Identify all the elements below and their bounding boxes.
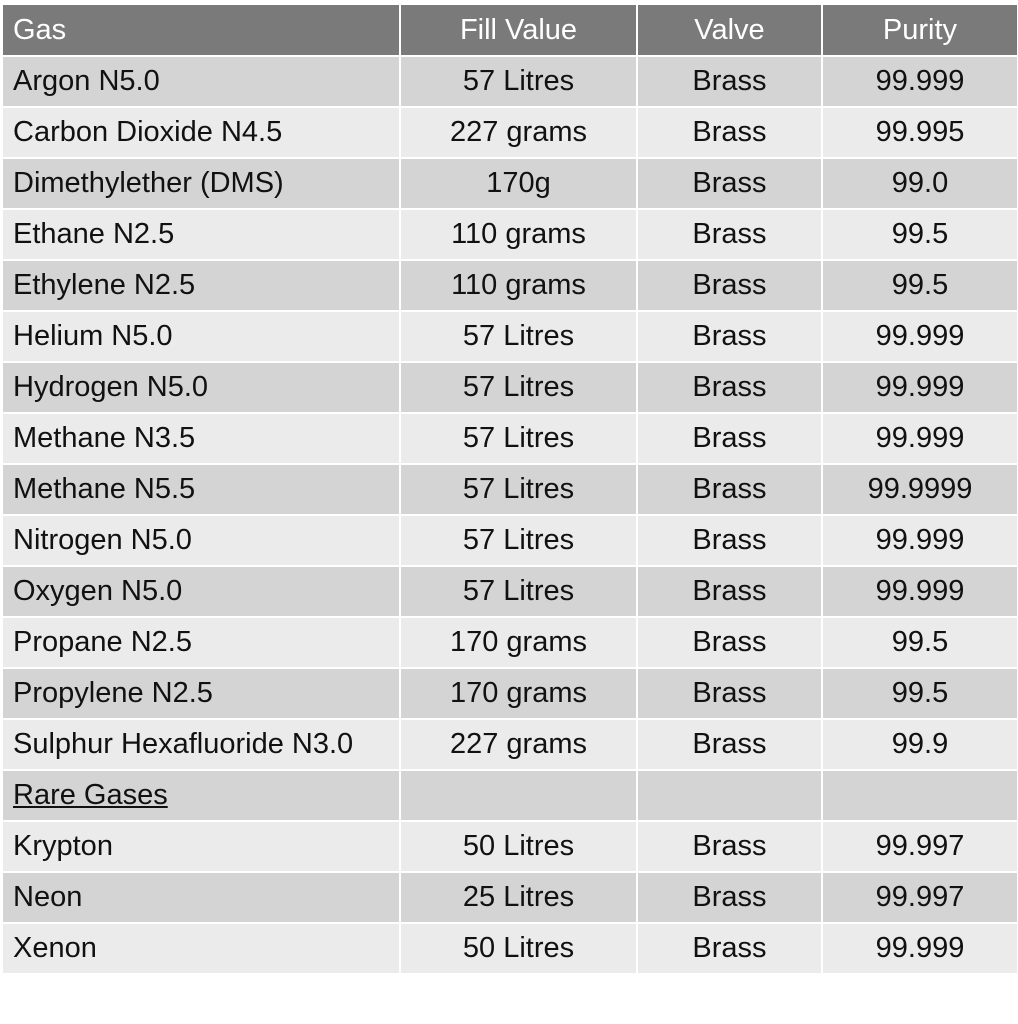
table-row [3,669,1017,720]
cell-fill-value: 57 Litres [401,312,638,363]
table-row [3,822,1017,873]
cell-valve: Brass [638,261,823,312]
cell-purity: 99.997 [823,822,1017,873]
cell-gas: Methane N3.5 [3,414,401,465]
cell-fill-value [401,771,638,822]
cell-valve: Brass [638,720,823,771]
cell-gas: Methane N5.5 [3,465,401,516]
cell-purity: 99.999 [823,924,1017,975]
cell-fill-value: 50 Litres [401,924,638,975]
table-row [3,210,1017,261]
cell-purity: 99.999 [823,516,1017,567]
table-row [3,465,1017,516]
cell-gas: Argon N5.0 [3,57,401,108]
cell-purity: 99.5 [823,618,1017,669]
cell-gas: Propane N2.5 [3,618,401,669]
cell-valve: Brass [638,108,823,159]
table-header [3,5,1017,57]
header-gas: Gas [3,5,401,57]
cell-valve: Brass [638,516,823,567]
table-row [3,261,1017,312]
table-row [3,924,1017,975]
header-row [3,5,1017,57]
gas-table [3,5,1017,975]
cell-fill-value: 57 Litres [401,465,638,516]
cell-purity: 99.5 [823,261,1017,312]
cell-purity: 99.999 [823,363,1017,414]
cell-gas: Carbon Dioxide N4.5 [3,108,401,159]
cell-purity: 99.0 [823,159,1017,210]
table-row [3,873,1017,924]
cell-gas: Nitrogen N5.0 [3,516,401,567]
section-cell [3,771,401,822]
cell-purity: 99.9999 [823,465,1017,516]
table-row [3,567,1017,618]
cell-fill-value: 110 grams [401,210,638,261]
table-row [3,363,1017,414]
cell-gas: Propylene N2.5 [3,669,401,720]
table-row [3,618,1017,669]
table-row [3,312,1017,363]
cell-gas: Ethane N2.5 [3,210,401,261]
cell-valve: Brass [638,57,823,108]
cell-valve: Brass [638,618,823,669]
cell-purity: 99.9 [823,720,1017,771]
cell-fill-value: 57 Litres [401,567,638,618]
cell-valve: Brass [638,567,823,618]
cell-valve: Brass [638,210,823,261]
cell-purity: 99.999 [823,414,1017,465]
table-row [3,159,1017,210]
cell-fill-value: 170 grams [401,618,638,669]
cell-gas: Helium N5.0 [3,312,401,363]
header-purity: Purity [823,5,1017,57]
cell-gas: Ethylene N2.5 [3,261,401,312]
cell-purity: 99.995 [823,108,1017,159]
section-label-rare-gases: Rare Gases [13,779,168,811]
cell-fill-value: 57 Litres [401,57,638,108]
cell-valve: Brass [638,465,823,516]
header-valve: Valve [638,5,823,57]
cell-valve: Brass [638,312,823,363]
cell-valve [638,771,823,822]
cell-fill-value: 170g [401,159,638,210]
cell-gas: Neon [3,873,401,924]
cell-fill-value: 110 grams [401,261,638,312]
cell-purity: 99.999 [823,312,1017,363]
cell-fill-value: 227 grams [401,720,638,771]
table-row [3,720,1017,771]
cell-gas: Krypton [3,822,401,873]
cell-gas: Hydrogen N5.0 [3,363,401,414]
cell-purity: 99.999 [823,567,1017,618]
cell-valve: Brass [638,822,823,873]
table-row [3,414,1017,465]
cell-valve: Brass [638,159,823,210]
section-row-rare-gases [3,771,1017,822]
table-row [3,57,1017,108]
cell-gas: Sulphur Hexafluoride N3.0 [3,720,401,771]
table-row [3,516,1017,567]
cell-fill-value: 57 Litres [401,363,638,414]
cell-fill-value: 170 grams [401,669,638,720]
cell-valve: Brass [638,924,823,975]
cell-fill-value: 25 Litres [401,873,638,924]
cell-gas: Oxygen N5.0 [3,567,401,618]
cell-valve: Brass [638,363,823,414]
cell-fill-value: 50 Litres [401,822,638,873]
cell-valve: Brass [638,669,823,720]
table-body [3,57,1017,975]
table-row [3,108,1017,159]
cell-fill-value: 57 Litres [401,414,638,465]
header-fill-value: Fill Value [401,5,638,57]
cell-purity [823,771,1017,822]
cell-purity: 99.997 [823,873,1017,924]
cell-fill-value: 227 grams [401,108,638,159]
cell-purity: 99.5 [823,210,1017,261]
cell-valve: Brass [638,873,823,924]
cell-valve: Brass [638,414,823,465]
cell-gas: Xenon [3,924,401,975]
cell-purity: 99.5 [823,669,1017,720]
cell-fill-value: 57 Litres [401,516,638,567]
cell-purity: 99.999 [823,57,1017,108]
cell-gas: Dimethylether (DMS) [3,159,401,210]
